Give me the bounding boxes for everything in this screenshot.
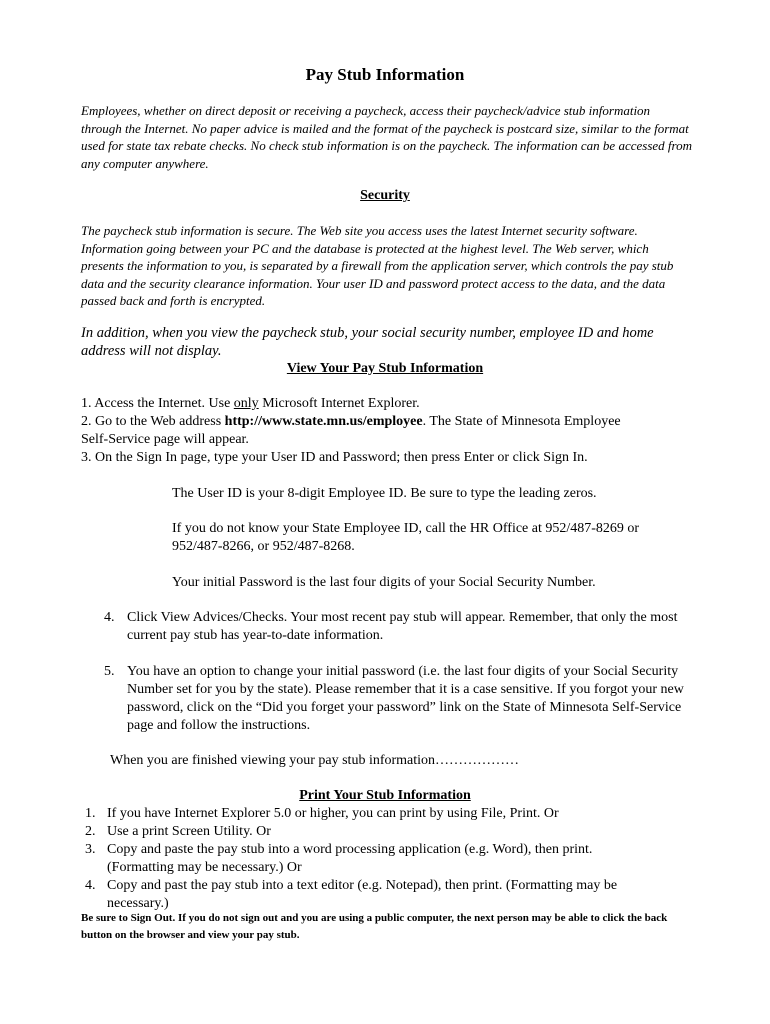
finished-line: When you are finished viewing your pay stub information……………… <box>110 753 520 768</box>
step-2-text-b: . The State of Minnesota Employee <box>422 414 621 429</box>
step-2 <box>81 413 701 431</box>
security-paragraph: The paycheck stub information is secure. The Web site you access uses the latest Internet security software. Information going between your PC and the database is protected at the highest level. The Web server, which presents the information to you, is separated by a firewall from the application server, which controls the pay stub data and the security clearance information. Your user ID and password protect access to the data, and the data passed back and forth is encrypted. <box>81 223 674 308</box>
print-item-4: Copy and past the pay stub into a text editor (e.g. Notepad), then print. (Formatting may be necessary.) <box>107 878 618 911</box>
step-1-only: only <box>233 396 259 411</box>
view-heading: View Your Pay Stub Information <box>286 361 484 376</box>
print-item-1: If you have Internet Explorer 5.0 or higher, you can print by using File, Print. Or <box>107 806 559 821</box>
print-item-3: Copy and paste the pay stub into a word processing application (e.g. Word), then print. (Formatting may be necessary.) Or <box>107 842 593 875</box>
step-5: You have an option to change your initial password (i.e. the last four digits of your Social Security Number set for you by the state). Please remember that it is a case sensitive. If you forgot your new password, click on the “Did you forget your password” link on the State of Minnesota Self-Service page and follow the instructions. <box>127 664 684 733</box>
privacy-paragraph: In addition, when you view the paycheck stub, your social security number, employee ID and home address will not display. <box>81 325 654 359</box>
note-initial-password: Your initial Password is the last four digits of your Social Security Number. <box>172 575 596 590</box>
page-title: Pay Stub Information <box>305 65 465 84</box>
print-heading: Print Your Stub Information <box>299 788 471 803</box>
print-item-2-number: 2. <box>85 824 96 839</box>
step-1-text-b: Microsoft Internet Explorer. <box>258 396 420 411</box>
step-2-continued: Self-Service page will appear. <box>81 432 249 447</box>
step-1 <box>81 395 701 413</box>
print-item-2: Use a print Screen Utility. Or <box>107 824 271 839</box>
note-hr-office: If you do not know your State Employee ID, call the HR Office at 952/487-8269 or 952/487-8266, or 952/487-8268. <box>172 521 640 554</box>
step-1-text-a: 1. Access the Internet. Use <box>81 396 234 411</box>
step-4-number: 4. <box>104 610 115 625</box>
step-2-text-a: 2. Go to the Web address <box>81 414 225 429</box>
step-5-number: 5. <box>104 664 115 679</box>
note-user-id: The User ID is your 8-digit Employee ID. Be sure to type the leading zeros. <box>172 486 597 501</box>
print-item-3-number: 3. <box>85 842 96 857</box>
sign-out-notice: Be sure to Sign Out. If you do not sign out and you are using a public computer, the next person may be able to click the back button on the browser and view your pay stub. <box>81 912 668 941</box>
step-4: Click View Advices/Checks. Your most recent pay stub will appear. Remember, that only the most current pay stub has year-to-date information. <box>127 610 678 643</box>
step-3: 3. On the Sign In page, type your User ID and Password; then press Enter or click Sign In. <box>81 450 588 465</box>
intro-paragraph: Employees, whether on direct deposit or receiving a paycheck, access their paycheck/advice stub information through the Internet. No paper advice is mailed and the format of the paycheck is postcard size, similar to the format used for state tax rebate checks. No check stub information is on the paycheck. The information can be accessed from any computer anywhere. <box>81 103 692 171</box>
print-item-1-number: 1. <box>85 806 96 821</box>
print-item-4-number: 4. <box>85 878 96 893</box>
employee-url: http://www.state.mn.us/employee <box>224 414 423 429</box>
security-heading: Security <box>360 188 410 203</box>
